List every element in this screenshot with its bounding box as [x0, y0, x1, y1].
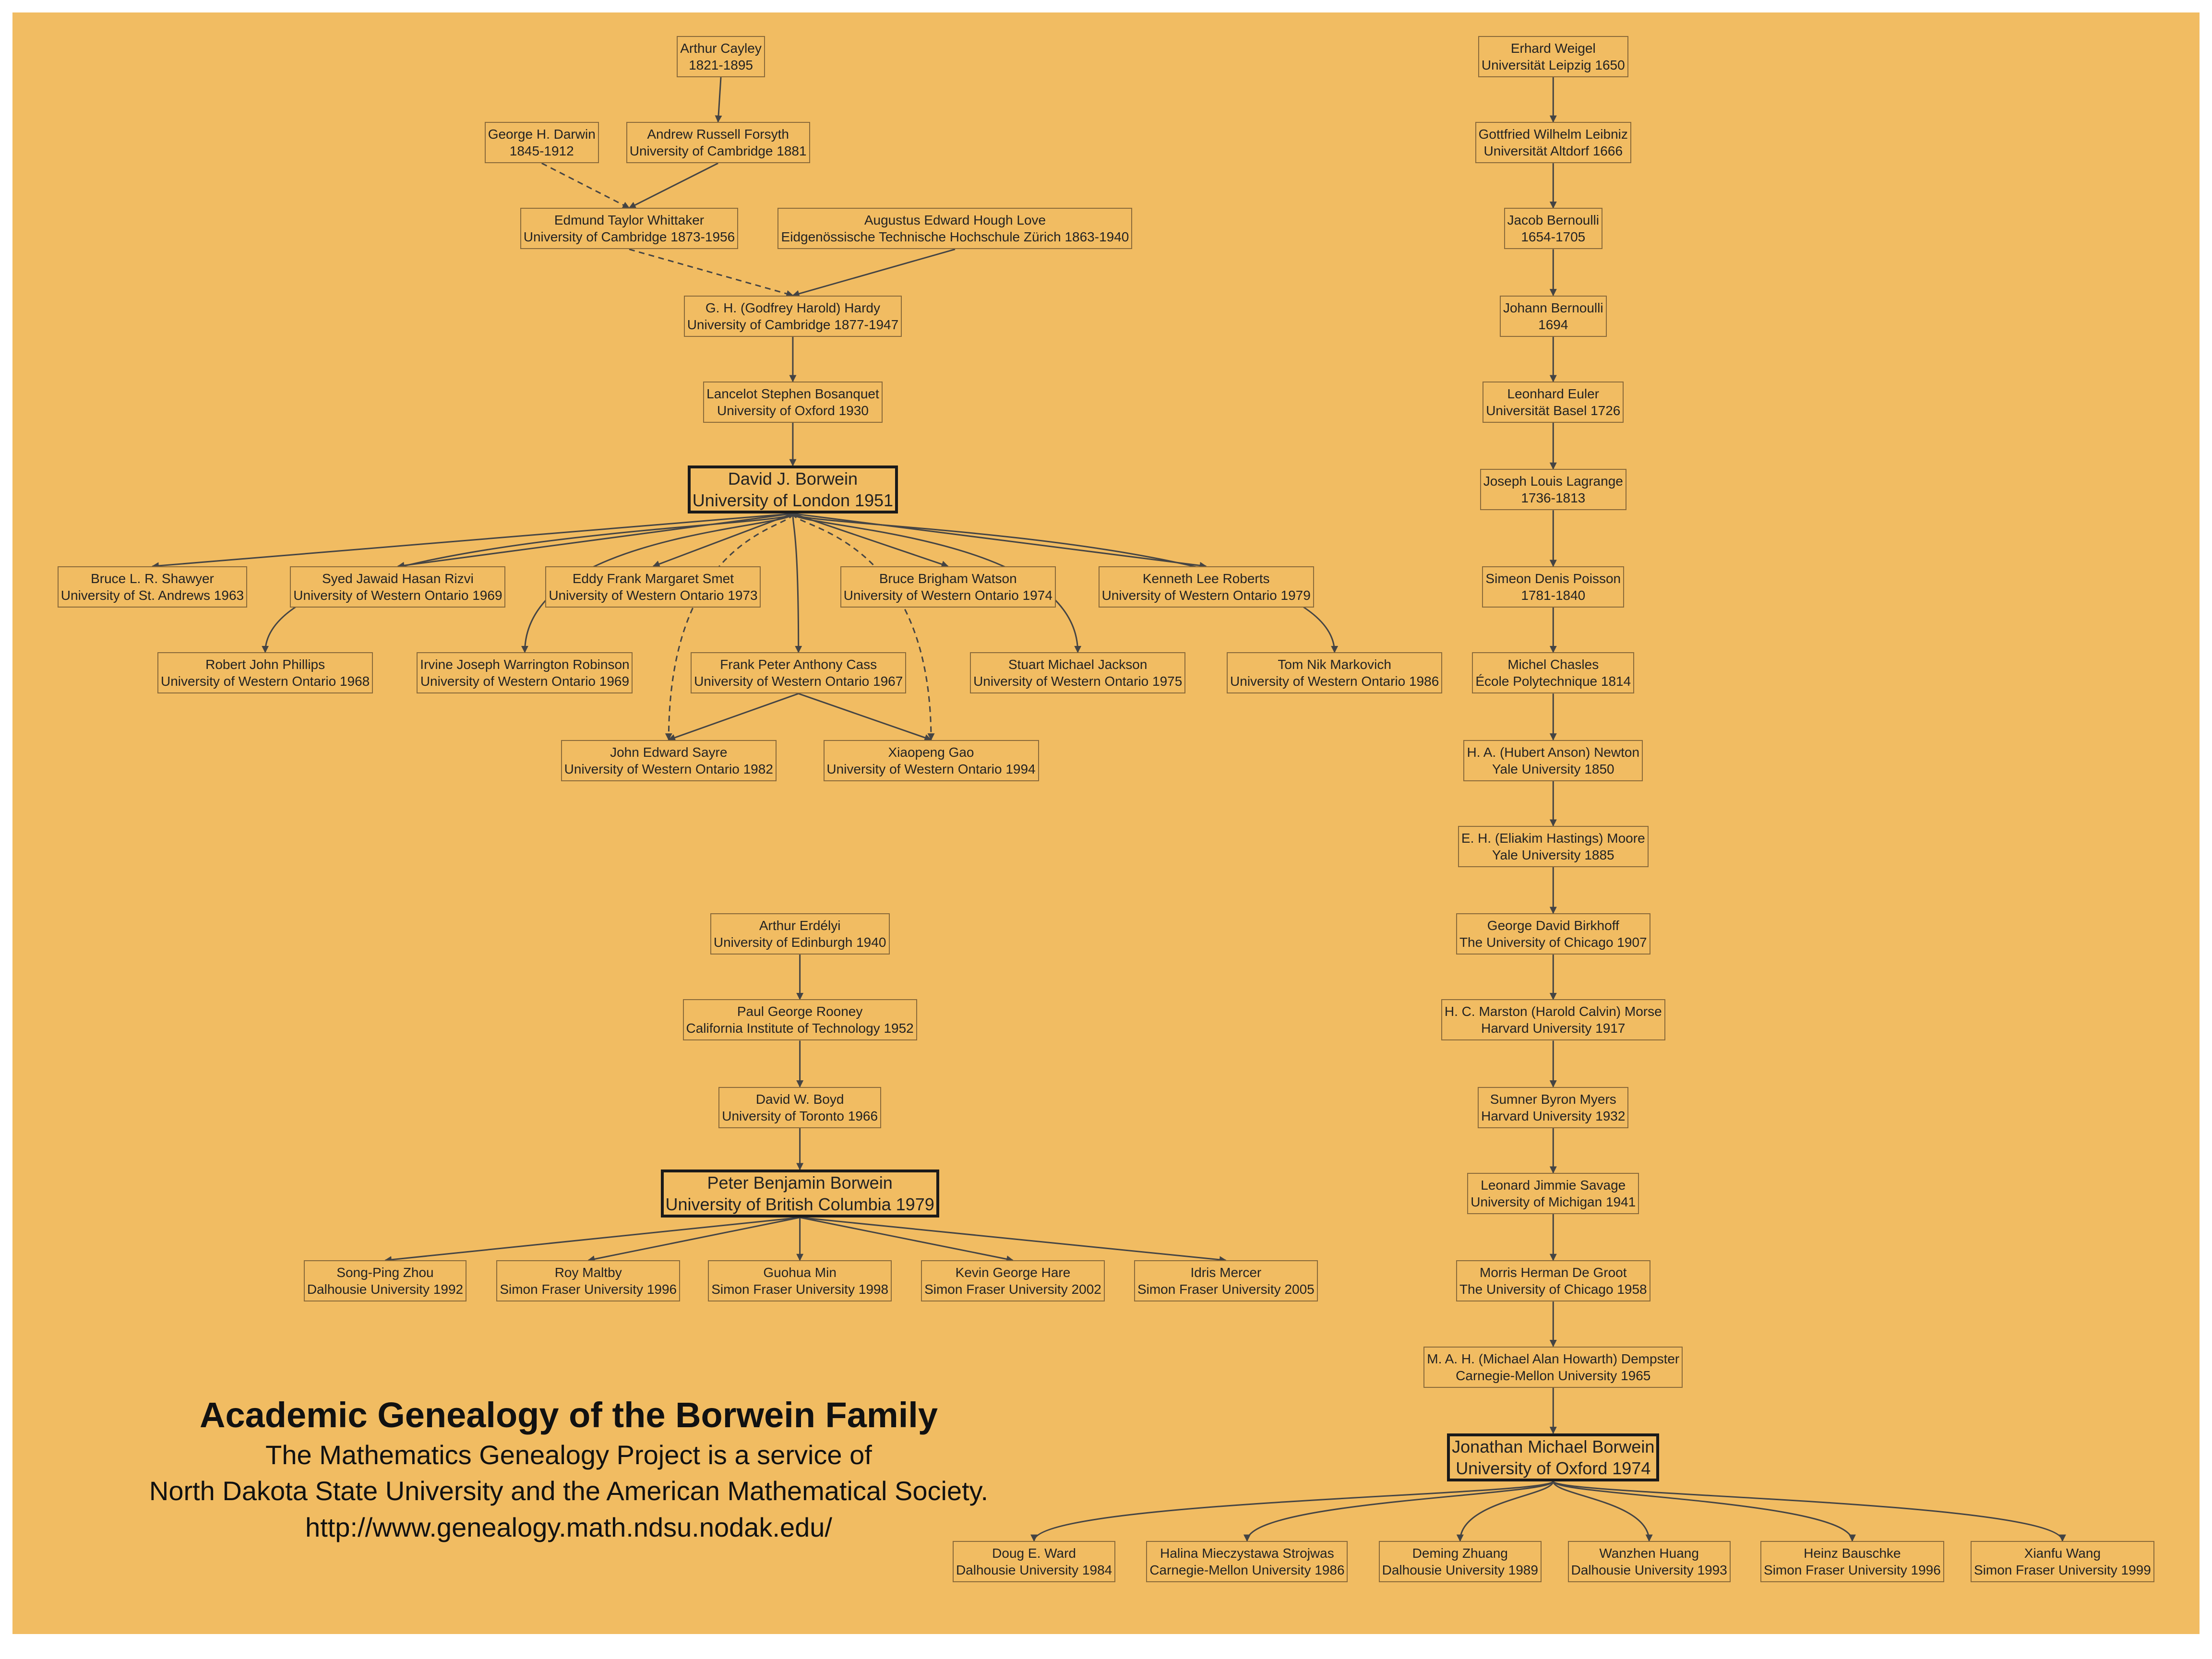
node-name: Lancelot Stephen Bosanquet	[706, 386, 879, 401]
node-strojwas	[1146, 1541, 1348, 1582]
edge-cass-sayre	[669, 693, 798, 740]
node-name: David J. Borwein	[728, 469, 858, 489]
node-chasles	[1472, 652, 1634, 693]
node-roberts	[1099, 566, 1314, 608]
edge-cass-gao	[799, 693, 931, 740]
node-detail: University of Western Ontario 1969	[293, 588, 502, 603]
node-name: Robert John Phillips	[205, 657, 325, 672]
project-url: http://www.genealogy.math.ndsu.nodak.edu/	[305, 1512, 832, 1542]
node-detail: University of Western Ontario 1969	[420, 674, 630, 689]
edge-jonathan-huang	[1553, 1481, 1649, 1541]
node-detail: Yale University 1885	[1492, 847, 1614, 862]
node-savage	[1467, 1173, 1639, 1214]
node-name: Paul George Rooney	[737, 1004, 863, 1019]
node-detail: University of British Columbia 1979	[665, 1194, 934, 1214]
node-min	[708, 1260, 892, 1301]
node-david	[688, 465, 898, 513]
node-detail: University of Cambridge 1881	[629, 143, 807, 159]
node-boyd	[718, 1087, 881, 1128]
node-phillips	[157, 652, 373, 693]
node-bosanquet	[703, 382, 883, 423]
node-detail: Dalhousie University 1992	[307, 1282, 464, 1297]
node-detail: University of Oxford 1930	[717, 403, 869, 418]
node-detail: University of Toronto 1966	[722, 1108, 878, 1123]
node-detail: University of Western Ontario 1968	[160, 674, 370, 689]
node-rooney	[683, 999, 917, 1040]
node-detail: 1845-1912	[509, 143, 574, 159]
node-name: Xianfu Wang	[2024, 1546, 2101, 1561]
node-name: Halina Mieczystawa Strojwas	[1160, 1546, 1334, 1561]
node-detail: Simon Fraser University 1996	[1764, 1563, 1941, 1578]
node-name: Irvine Joseph Warrington Robinson	[420, 657, 630, 672]
node-name: Erhard Weigel	[1510, 40, 1596, 56]
node-rizvi	[290, 566, 505, 608]
node-mercer	[1134, 1260, 1318, 1301]
node-whittaker	[520, 208, 738, 249]
edge-david-sayre	[669, 513, 793, 740]
node-name: George David Birkhoff	[1487, 918, 1619, 933]
node-dempster	[1423, 1347, 1683, 1388]
node-name: Johann Bernoulli	[1503, 300, 1603, 315]
node-maltby	[496, 1260, 680, 1301]
node-name: Frank Peter Anthony Cass	[720, 657, 877, 672]
node-detail: Universität Basel 1726	[1486, 403, 1621, 418]
edge-david-cass	[793, 513, 799, 652]
node-detail: California Institute of Technology 1952	[686, 1021, 914, 1036]
node-forsyth	[626, 122, 810, 163]
node-detail: Dalhousie University 1993	[1571, 1563, 1727, 1578]
node-name: E. H. (Eliakim Hastings) Moore	[1461, 830, 1645, 846]
diagram-title: Academic Genealogy of the Borwein Family	[200, 1395, 938, 1435]
edge-love-hardy	[793, 249, 955, 295]
node-name: Song-Ping Zhou	[336, 1265, 434, 1280]
edge-darwin-whittaker	[542, 163, 629, 208]
node-name: Jonathan Michael Borwein	[1452, 1436, 1655, 1456]
node-name: Xiaopeng Gao	[888, 744, 974, 760]
node-name: Bruce Brigham Watson	[879, 571, 1017, 586]
node-name: Simeon Denis Poisson	[1485, 571, 1621, 586]
node-detail: Eidgenössische Technische Hochschule Zürich 1863-1940	[781, 229, 1129, 245]
node-name: Andrew Russell Forsyth	[647, 127, 789, 142]
node-detail: Simon Fraser University 2005	[1137, 1282, 1315, 1297]
node-name: Sumner Byron Myers	[1490, 1091, 1616, 1107]
edge-david-roberts	[793, 513, 1206, 566]
node-gao	[824, 740, 1039, 781]
node-name: M. A. H. (Michael Alan Howarth) Dempster	[1427, 1351, 1680, 1366]
edge-david-gao	[793, 513, 931, 740]
edge-david-rizvi	[398, 513, 793, 566]
node-degroot	[1456, 1260, 1650, 1301]
node-markovich	[1227, 652, 1442, 693]
node-name: Arthur Erdélyi	[759, 918, 841, 933]
node-euler	[1483, 382, 1624, 423]
node-name: Deming Zhuang	[1412, 1546, 1508, 1561]
node-name: Gottfried Wilhelm Leibniz	[1478, 127, 1628, 142]
node-jbernoulli	[1504, 208, 1602, 249]
node-detail: Harvard University 1932	[1481, 1108, 1626, 1123]
node-name: Syed Jawaid Hasan Rizvi	[322, 571, 474, 586]
node-name: G. H. (Godfrey Harold) Hardy	[705, 300, 880, 315]
node-cass	[691, 652, 906, 693]
node-detail: Simon Fraser University 2002	[924, 1282, 1101, 1297]
node-name: Eddy Frank Margaret Smet	[572, 571, 734, 586]
edge-whittaker-hardy	[629, 249, 793, 295]
node-detail: University of Western Ontario 1967	[694, 674, 903, 689]
node-name: Kevin George Hare	[955, 1265, 1071, 1280]
node-detail: University of St. Andrews 1963	[60, 588, 244, 603]
node-name: Tom Nik Markovich	[1278, 657, 1391, 672]
subtitle-line-2: North Dakota State University and the American Mathematical Society.	[149, 1476, 989, 1506]
node-detail: University of Western Ontario 1994	[826, 761, 1036, 776]
node-detail: Simon Fraser University 1998	[711, 1282, 889, 1297]
edge-peter-hare	[800, 1217, 1013, 1260]
node-myers	[1478, 1087, 1628, 1128]
node-detail: University of Michigan 1941	[1471, 1194, 1636, 1209]
node-detail: University of Western Ontario 1979	[1101, 588, 1311, 603]
node-erdelyi	[710, 913, 890, 955]
node-name: Kenneth Lee Roberts	[1142, 571, 1270, 586]
node-name: H. A. (Hubert Anson) Newton	[1467, 744, 1640, 760]
node-detail: Dalhousie University 1989	[1382, 1563, 1538, 1578]
node-detail: Harvard University 1917	[1481, 1021, 1626, 1036]
node-watson	[840, 566, 1056, 608]
node-peter	[661, 1170, 939, 1217]
node-detail: University of Edinburgh 1940	[713, 935, 886, 950]
edge-david-shawyer	[152, 513, 792, 566]
node-zhou	[304, 1260, 466, 1301]
node-darwin	[485, 122, 599, 163]
node-detail: 1654-1705	[1521, 229, 1586, 245]
edge-cayley-forsyth	[718, 77, 721, 122]
node-jonathan	[1447, 1433, 1659, 1481]
edge-peter-maltby	[588, 1217, 800, 1260]
subtitle-line-1: The Mathematics Genealogy Project is a service of	[265, 1439, 872, 1470]
node-detail: University of Western Ontario 1982	[564, 761, 773, 776]
node-name: Stuart Michael Jackson	[1008, 657, 1148, 672]
node-detail: École Polytechnique 1814	[1475, 674, 1631, 689]
node-huang	[1568, 1541, 1731, 1582]
node-detail: Carnegie-Mellon University 1986	[1149, 1563, 1345, 1578]
node-smet	[545, 566, 761, 608]
node-morse	[1441, 999, 1665, 1040]
node-newton	[1463, 740, 1643, 781]
edge-jonathan-ward	[1034, 1481, 1554, 1541]
node-wang	[1971, 1541, 2154, 1582]
node-robinson	[417, 652, 633, 693]
node-name: Leonard Jimmie Savage	[1481, 1177, 1626, 1193]
node-name: Heinz Bauschke	[1804, 1546, 1901, 1561]
node-name: Arthur Cayley	[680, 40, 762, 56]
node-ward	[953, 1541, 1115, 1582]
node-detail: University of Western Ontario 1974	[843, 588, 1052, 603]
node-name: Leonhard Euler	[1507, 386, 1600, 401]
node-name: David W. Boyd	[755, 1091, 844, 1107]
edge-jonathan-wang	[1553, 1481, 2062, 1541]
node-leibniz	[1475, 122, 1631, 163]
node-cayley	[677, 36, 765, 77]
edge-forsyth-whittaker	[629, 163, 718, 208]
node-shawyer	[58, 566, 247, 608]
title-block	[53, 1394, 1085, 1546]
node-name: Joseph Louis Lagrange	[1483, 474, 1623, 489]
node-name: Augustus Edward Hough Love	[864, 213, 1046, 228]
node-name: George H. Darwin	[488, 127, 596, 142]
node-detail: University of Western Ontario 1986	[1230, 674, 1439, 689]
node-jackson	[970, 652, 1185, 693]
node-name: Jacob Bernoulli	[1507, 213, 1599, 228]
node-weigel	[1478, 36, 1628, 77]
node-name: Edmund Taylor Whittaker	[554, 213, 705, 228]
node-detail: Universität Altdorf 1666	[1483, 143, 1623, 159]
edge-jonathan-strojwas	[1247, 1481, 1553, 1541]
node-detail: 1821-1895	[689, 57, 753, 72]
node-detail: University of Cambridge 1877-1947	[687, 317, 899, 332]
node-name: Wanzhen Huang	[1599, 1546, 1699, 1561]
node-moore	[1458, 826, 1649, 867]
edge-peter-mercer	[800, 1217, 1226, 1260]
node-zhuang	[1379, 1541, 1542, 1582]
node-bauschke	[1760, 1541, 1944, 1582]
edge-peter-zhou	[385, 1217, 800, 1260]
node-name: Michel Chasles	[1507, 657, 1599, 672]
node-hardy	[684, 296, 902, 337]
node-detail: Universität Leipzig 1650	[1481, 57, 1625, 72]
node-name: H. C. Marston (Harold Calvin) Morse	[1444, 1004, 1662, 1019]
node-name: Guohua Min	[763, 1265, 837, 1280]
node-name: Peter Benjamin Borwein	[707, 1172, 893, 1193]
node-name: John Edward Sayre	[610, 744, 728, 760]
node-name: Idris Mercer	[1190, 1265, 1262, 1280]
node-detail: University of Western Ontario 1975	[973, 674, 1183, 689]
node-poisson	[1482, 566, 1624, 608]
node-detail: The University of Chicago 1958	[1459, 1282, 1647, 1297]
node-lagrange	[1480, 469, 1626, 510]
node-detail: University of Cambridge 1873-1956	[523, 229, 735, 245]
node-sayre	[561, 740, 777, 781]
node-detail: University of Western Ontario 1973	[549, 588, 758, 603]
node-detail: Carnegie-Mellon University 1965	[1456, 1368, 1651, 1383]
node-detail: Simon Fraser University 1996	[500, 1282, 677, 1297]
node-johbernoulli	[1500, 296, 1607, 337]
edge-jonathan-bauschke	[1553, 1481, 1852, 1541]
node-name: Doug E. Ward	[992, 1546, 1076, 1561]
node-detail: Dalhousie University 1984	[956, 1563, 1112, 1578]
node-detail: The University of Chicago 1907	[1459, 935, 1647, 950]
node-hare	[921, 1260, 1105, 1301]
node-birkhoff	[1456, 913, 1650, 955]
node-detail: University of Oxford 1974	[1456, 1458, 1651, 1478]
node-detail: University of London 1951	[692, 490, 894, 511]
node-name: Roy Maltby	[554, 1265, 622, 1280]
node-detail: Yale University 1850	[1492, 761, 1614, 776]
node-love	[777, 208, 1132, 249]
node-name: Bruce L. R. Shawyer	[91, 571, 214, 586]
node-name: Morris Herman De Groot	[1480, 1265, 1627, 1280]
node-detail: 1736-1813	[1521, 490, 1586, 506]
node-detail: Simon Fraser University 1999	[1974, 1563, 2151, 1578]
node-detail: 1781-1840	[1521, 588, 1586, 603]
node-detail: 1694	[1538, 317, 1568, 332]
